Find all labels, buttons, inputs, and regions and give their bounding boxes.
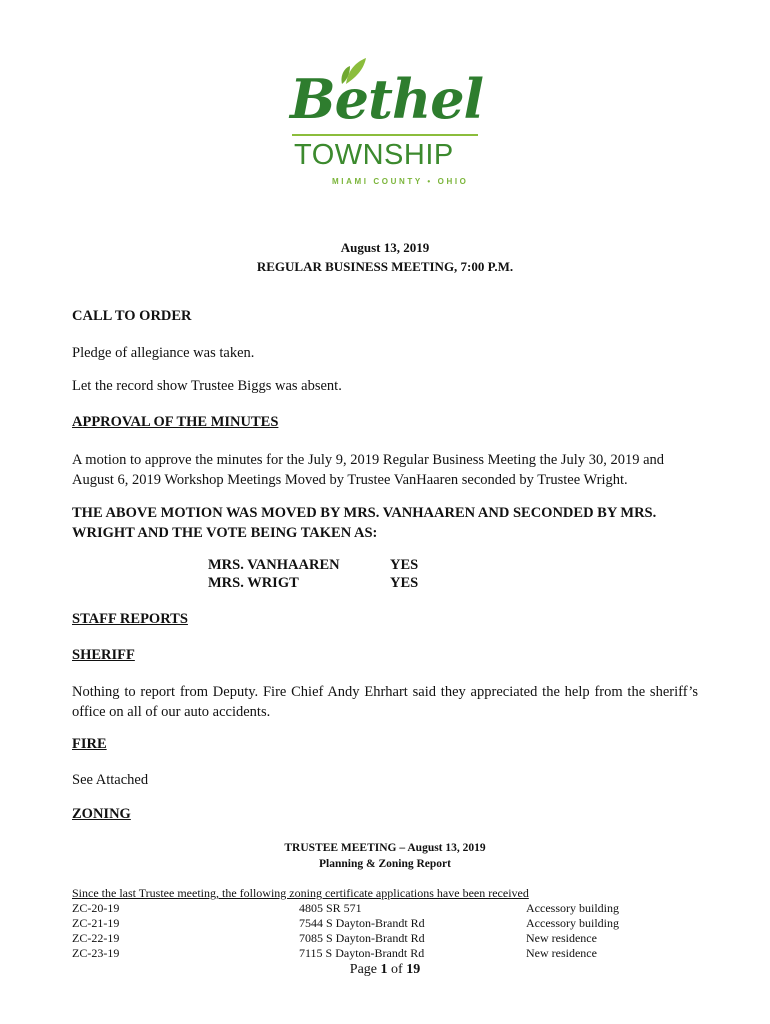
vote-value: YES [390,557,419,573]
application-address: 7115 S Dayton-Brandt Rd [299,946,425,960]
application-id: ZC-23-19 [72,946,120,960]
staff-reports-heading: STAFF REPORTS [72,611,188,627]
sheriff-heading: SHERIFF [72,647,135,663]
application-type: New residence [526,931,597,945]
page-number [0,962,770,978]
vote-value: YES [390,575,419,591]
page-total: 19 [406,962,421,977]
of-word: of [391,962,403,977]
logo-county: MIAMI COUNTY • OHIO [332,177,469,186]
page-word: Page [349,962,378,977]
logo-divider [292,134,478,136]
fire-heading: FIRE [72,736,107,752]
meeting-title: REGULAR BUSINESS MEETING, 7:00 P.M. [256,259,514,274]
voter-name: MRS. WRIGT [208,575,299,591]
zoning-report-intro: Since the last Trustee meeting, the following zoning certificate applications have been received [72,886,529,900]
application-type: Accessory building [526,901,619,915]
application-address: 7544 S Dayton-Brandt Rd [299,916,425,930]
logo-wordmark: Bethel [290,67,484,131]
voter-name: MRS. VANHAAREN [208,557,340,573]
application-id: ZC-21-19 [72,916,120,930]
sheriff-text: Nothing to report from Deputy. Fire Chief Andy Ehrhart said they appreciated the help from the sheriff’s office on all of our auto accidents. [72,684,698,720]
approval-text: A motion to approve the minutes for the July 9, 2019 Regular Business Meeting the July 30, 2019 and August 6, 2019 Workshop Meetings Moved by Trustee VanHaaren seconded by Trustee Wright. [72,452,665,488]
absence-line: Let the record show Trustee Biggs was absent. [72,378,342,394]
pledge-line: Pledge of allegiance was taken. [72,345,255,361]
table-row [72,931,632,946]
fire-text: See Attached [72,772,149,788]
zoning-heading: ZONING [72,806,131,822]
application-id: ZC-20-19 [72,901,120,915]
meeting-date: August 13, 2019 [340,240,430,255]
call-to-order-heading: CALL TO ORDER [72,308,192,324]
zoning-report-subtitle: Planning & Zoning Report [319,858,451,870]
approval-heading: APPROVAL OF THE MINUTES [72,414,279,430]
table-row [72,901,632,916]
application-id: ZC-22-19 [72,931,120,945]
application-type: New residence [526,946,597,960]
bethel-township-logo [280,60,490,195]
table-row [72,916,632,931]
motion-text: THE ABOVE MOTION WAS MOVED BY MRS. VANHAAREN AND SECONDED BY MRS. WRIGHT AND THE VOTE BEING TAKEN AS: [72,505,657,541]
zoning-report-title: TRUSTEE MEETING – August 13, 2019 [284,842,486,854]
logo-township: TOWNSHIP [294,139,454,171]
application-type: Accessory building [526,916,619,930]
application-address: 7085 S Dayton-Brandt Rd [299,931,425,945]
page-current: 1 [380,962,388,977]
table-row [72,946,632,961]
application-address: 4805 SR 571 [299,901,362,915]
